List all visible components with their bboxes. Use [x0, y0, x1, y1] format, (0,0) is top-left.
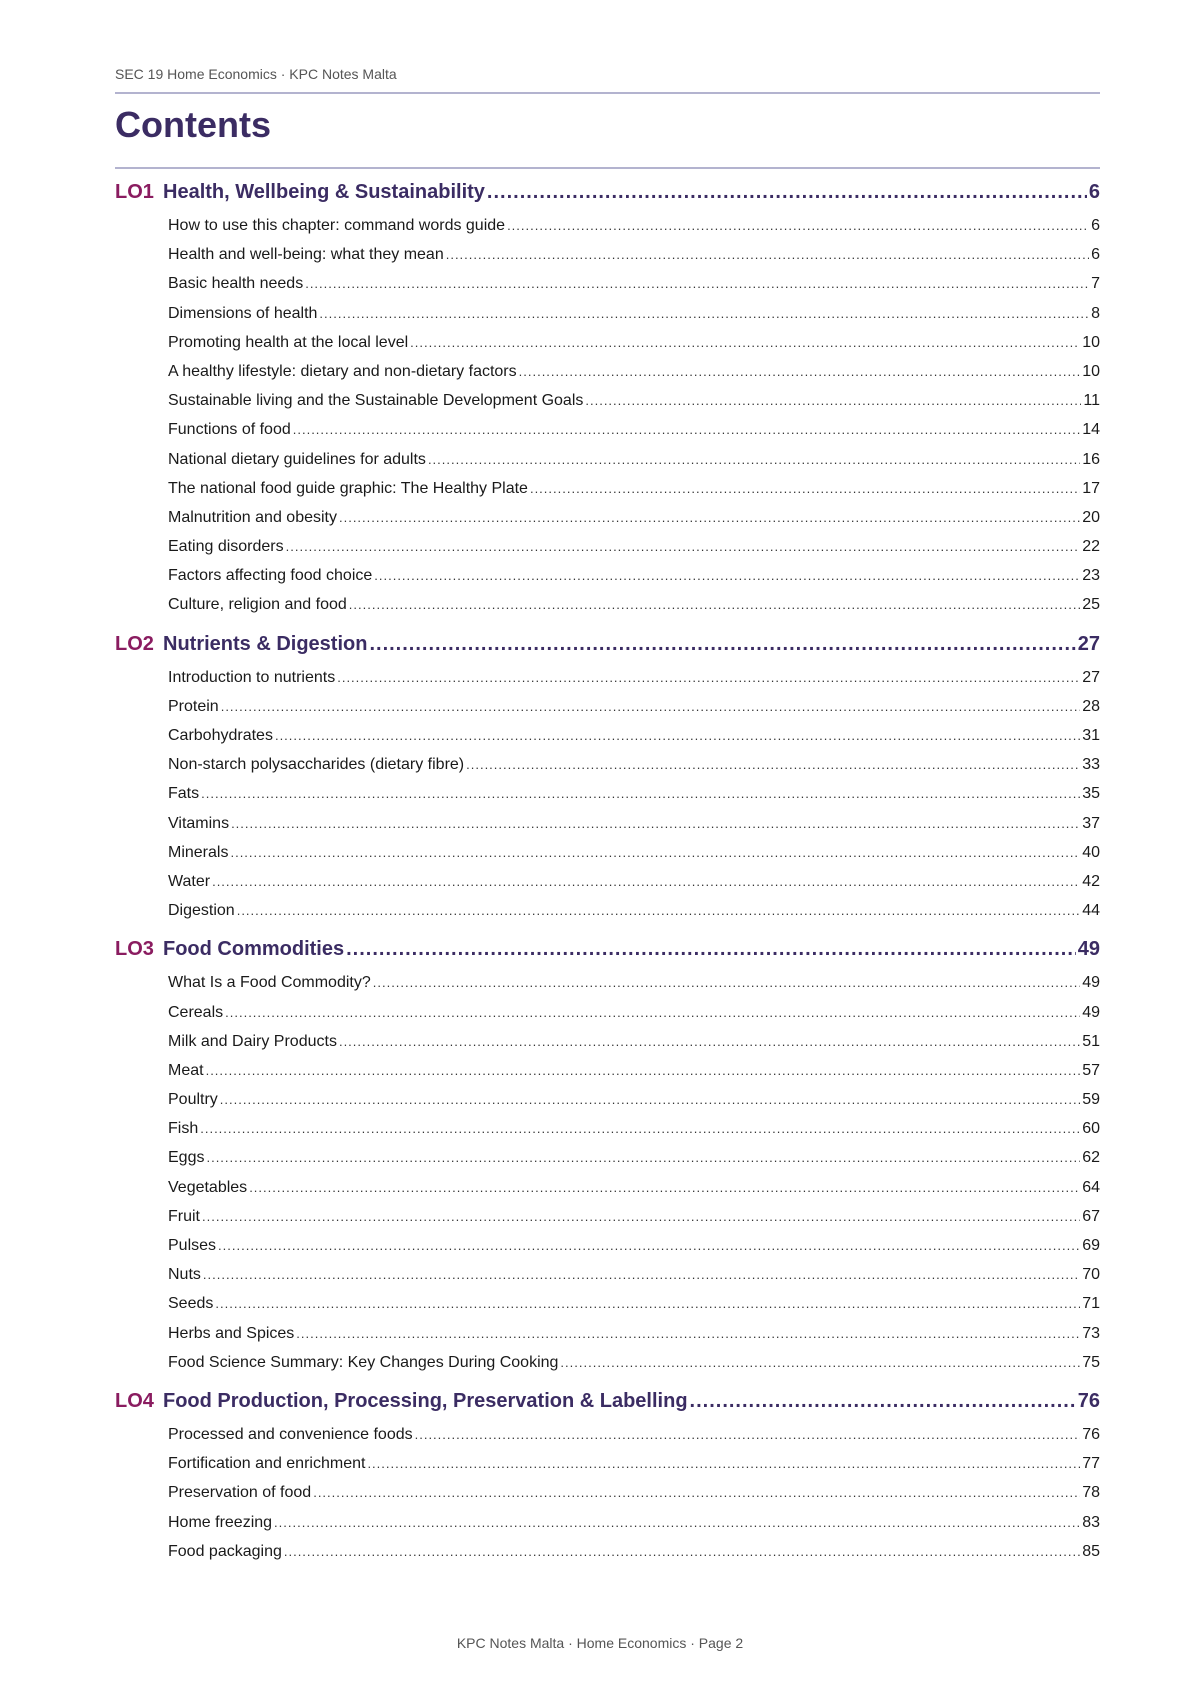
entry-page-number: 49: [1082, 1003, 1100, 1021]
entry-title: Meat: [168, 1061, 204, 1079]
entry-title: Vegetables: [168, 1178, 248, 1196]
entry-page-number: 31: [1082, 727, 1100, 744]
dot-leader: [200, 1121, 1080, 1136]
entry-page-number: 42: [1082, 872, 1100, 890]
entry-page-number: 37: [1082, 814, 1100, 832]
page-footer: KPC Notes Malta · Home Economics · Page 2: [456, 1635, 744, 1651]
toc-entry-link[interactable]: [115, 334, 1100, 363]
entry-page-number: 17: [1082, 479, 1100, 497]
entry-title: Fortification and enrichment: [168, 1455, 366, 1473]
entry-page-number: 77: [1082, 1455, 1100, 1473]
dot-leader: [284, 1544, 1080, 1559]
entry-title: Fish: [168, 1120, 199, 1138]
toc-entry-link[interactable]: [115, 1455, 1100, 1484]
dot-leader: [585, 393, 1081, 408]
toc-entry-link[interactable]: [115, 1325, 1100, 1354]
toc-entry-link[interactable]: [115, 727, 1100, 756]
entry-page-number: 25: [1082, 596, 1100, 614]
entry-page-number: 22: [1082, 538, 1100, 556]
dot-leader: [373, 975, 1080, 990]
toc-entry-link[interactable]: [115, 567, 1100, 596]
dot-leader: [319, 306, 1089, 321]
entry-title: National dietary guidelines for adults: [168, 450, 426, 468]
dot-leader: [374, 568, 1080, 583]
toc-entry-link[interactable]: [115, 1484, 1100, 1513]
dot-leader: [231, 816, 1080, 831]
toc-entry-link[interactable]: [115, 392, 1100, 421]
entry-title: Basic health needs: [168, 275, 304, 293]
toc-entry-link[interactable]: [115, 1091, 1100, 1120]
dot-leader: [225, 1005, 1080, 1020]
chapter-code: LO4: [115, 1389, 154, 1412]
chapter-page-number: 49: [1077, 938, 1100, 961]
entry-page-number: 6: [1091, 246, 1100, 264]
dot-leader: [201, 786, 1080, 801]
dot-leader: [237, 903, 1081, 918]
toc-entry-link[interactable]: [115, 873, 1100, 902]
chapter-code: LO3: [115, 938, 154, 961]
dot-leader: [337, 670, 1080, 685]
toc-entry-link[interactable]: [115, 1543, 1100, 1572]
entry-page-number: 85: [1082, 1542, 1100, 1560]
toc-entry-link[interactable]: [115, 363, 1100, 392]
entry-title: Food packaging: [168, 1542, 282, 1560]
chapter-page-number: 27: [1077, 632, 1100, 655]
page-title: Contents: [115, 104, 271, 145]
entry-page-number: 44: [1082, 902, 1100, 920]
entry-title: Fruit: [168, 1207, 200, 1225]
entry-page-number: 6: [1091, 217, 1100, 234]
entry-title: Processed and convenience foods: [168, 1425, 413, 1443]
toc-entry-link[interactable]: [115, 1062, 1100, 1091]
entry-title: Water: [168, 872, 211, 890]
toc-entry-link[interactable]: [115, 669, 1100, 698]
entry-title: Cereals: [168, 1003, 224, 1021]
dot-leader: [313, 1485, 1080, 1500]
entry-page-number: 28: [1082, 697, 1100, 715]
dot-leader: [466, 757, 1080, 772]
table-of-contents: [115, 181, 1100, 1579]
title-divider: [115, 167, 1100, 169]
entry-title: Carbohydrates: [168, 727, 273, 744]
chapter-title: Health, Wellbeing & Sustainability: [163, 181, 485, 203]
entry-page-number: 8: [1091, 304, 1100, 322]
dot-leader: [293, 422, 1080, 437]
entry-title: Health and well-being: what they mean: [168, 246, 444, 264]
entry-page-number: 75: [1082, 1353, 1100, 1371]
running-header: SEC 19 Home Economics · KPC Notes Malta: [115, 66, 397, 82]
toc-entry-link[interactable]: [115, 538, 1100, 567]
toc-entry-link[interactable]: [115, 815, 1100, 844]
entry-title: Home freezing: [168, 1513, 273, 1531]
dot-leader: [428, 452, 1080, 467]
entry-page-number: 11: [1083, 392, 1100, 410]
entry-title: Herbs and Spices: [168, 1324, 295, 1342]
toc-entry-link[interactable]: [115, 421, 1100, 450]
dot-leader: [560, 1355, 1080, 1370]
entry-page-number: 57: [1082, 1061, 1100, 1079]
toc-entry-link[interactable]: [115, 902, 1100, 931]
entry-page-number: 35: [1082, 785, 1100, 803]
toc-entry-link[interactable]: [115, 1295, 1100, 1324]
toc-entry-link[interactable]: [115, 1149, 1100, 1178]
entry-title: Digestion: [168, 902, 235, 920]
dot-leader: [519, 364, 1081, 379]
entry-page-number: 27: [1082, 668, 1100, 686]
entry-title: Preservation of food: [168, 1484, 312, 1502]
dot-leader: [369, 633, 1075, 656]
dot-leader: [690, 1390, 1076, 1413]
toc-entry-link[interactable]: [115, 451, 1100, 480]
entry-title: Poultry: [168, 1091, 218, 1109]
entry-title: Malnutrition and obesity: [168, 508, 337, 526]
entry-title: Eggs: [168, 1149, 205, 1167]
chapter-title: Nutrients & Digestion: [163, 632, 368, 655]
toc-entry-link[interactable]: [115, 1514, 1100, 1543]
toc-entry-link[interactable]: [115, 1237, 1100, 1266]
toc-entry-link[interactable]: [115, 1179, 1100, 1208]
dot-leader: [349, 597, 1080, 612]
dot-leader: [212, 874, 1080, 889]
entry-page-number: 10: [1082, 333, 1100, 351]
entry-title: Fats: [168, 785, 200, 803]
chapter-code: LO1: [115, 181, 154, 203]
toc-entry-link[interactable]: [115, 596, 1100, 625]
entry-page-number: 64: [1082, 1178, 1100, 1196]
entry-title: Protein: [168, 697, 219, 715]
toc-entry-link[interactable]: [115, 1033, 1100, 1062]
entry-page-number: 49: [1082, 974, 1100, 992]
dot-leader: [339, 1034, 1080, 1049]
dot-leader: [339, 510, 1080, 525]
entry-page-number: 7: [1091, 275, 1100, 293]
dot-leader: [215, 1296, 1080, 1311]
entry-title: Seeds: [168, 1295, 214, 1313]
toc-section-lo3: [115, 938, 1100, 1383]
entry-title: Sustainable living and the Sustainable Development Goals: [168, 392, 584, 410]
entry-page-number: 78: [1082, 1484, 1100, 1502]
entry-page-number: 51: [1082, 1032, 1100, 1050]
entry-title: Non-starch polysaccharides (dietary fibre): [168, 756, 465, 774]
dot-leader: [367, 1456, 1080, 1471]
entry-title: Vitamins: [168, 814, 230, 832]
entry-title: Pulses: [168, 1237, 217, 1254]
chapter-title: Food Commodities: [163, 938, 345, 961]
toc-entry-link[interactable]: [115, 509, 1100, 538]
toc-entry-link[interactable]: [115, 785, 1100, 814]
entry-title: Minerals: [168, 843, 229, 861]
chapter-page-number: 6: [1088, 181, 1100, 203]
entry-title: Culture, religion and food: [168, 596, 347, 614]
toc-chapter-link[interactable]: [115, 181, 1100, 217]
entry-title: How to use this chapter: command words guide: [168, 217, 506, 234]
dot-leader: [507, 218, 1089, 233]
dot-leader: [286, 539, 1081, 554]
chapter-title: Food Production, Processing, Preservation & Labelling: [163, 1389, 688, 1412]
toc-entry-link[interactable]: [115, 217, 1100, 246]
entry-title: Promoting health at the local level: [168, 333, 409, 351]
entry-page-number: 69: [1082, 1237, 1100, 1254]
entry-title: Nuts: [168, 1266, 201, 1284]
toc-entry-link[interactable]: [115, 305, 1100, 334]
toc-entry-link[interactable]: [115, 974, 1100, 1003]
toc-chapter-link[interactable]: [115, 1390, 1100, 1426]
entry-title: Factors affecting food choice: [168, 567, 373, 585]
dot-leader: [487, 181, 1087, 204]
toc-entry-link[interactable]: [115, 1120, 1100, 1149]
dot-leader: [206, 1150, 1080, 1165]
entry-page-number: 60: [1082, 1120, 1100, 1138]
entry-title: A healthy lifestyle: dietary and non-dietary factors: [168, 362, 517, 380]
dot-leader: [230, 845, 1080, 860]
dot-leader: [446, 247, 1089, 262]
entry-page-number: 20: [1082, 508, 1100, 526]
toc-entry-link[interactable]: [115, 1004, 1100, 1033]
entry-page-number: 59: [1082, 1091, 1100, 1109]
toc-chapter-link[interactable]: [115, 938, 1100, 974]
entry-page-number: 33: [1082, 756, 1100, 774]
entry-title: Food Science Summary: Key Changes During Cooking: [168, 1353, 559, 1371]
toc-entry-link[interactable]: [115, 246, 1100, 275]
toc-entry-link[interactable]: [115, 698, 1100, 727]
entry-title: The national food guide graphic: The Healthy Plate: [168, 479, 528, 497]
entry-page-number: 71: [1082, 1295, 1100, 1313]
dot-leader: [274, 1515, 1080, 1530]
dot-leader: [202, 1209, 1080, 1224]
toc-section-lo1: [115, 181, 1100, 626]
dot-leader: [296, 1326, 1080, 1341]
entry-page-number: 23: [1082, 567, 1100, 585]
entry-page-number: 14: [1082, 421, 1100, 439]
entry-title: Introduction to nutrients: [168, 668, 336, 686]
entry-page-number: 62: [1082, 1149, 1100, 1167]
dot-leader: [530, 481, 1080, 496]
dot-leader: [415, 1427, 1081, 1442]
entry-page-number: 16: [1082, 450, 1100, 468]
toc-section-lo2: [115, 633, 1100, 932]
toc-entry-link[interactable]: [115, 1266, 1100, 1295]
toc-chapter-link[interactable]: [115, 633, 1100, 669]
dot-leader: [275, 728, 1080, 743]
dot-leader: [249, 1180, 1080, 1195]
entry-page-number: 10: [1082, 362, 1100, 380]
entry-page-number: 70: [1082, 1266, 1100, 1284]
entry-page-number: 67: [1082, 1207, 1100, 1225]
entry-page-number: 83: [1082, 1513, 1100, 1531]
toc-entry-link[interactable]: [115, 275, 1100, 304]
dot-leader: [346, 938, 1076, 961]
entry-title: Milk and Dairy Products: [168, 1032, 337, 1050]
toc-section-lo4: [115, 1390, 1100, 1572]
entry-page-number: 76: [1082, 1425, 1100, 1443]
dot-leader: [410, 335, 1080, 350]
chapter-code: LO2: [115, 632, 154, 655]
toc-entry-link[interactable]: [115, 1426, 1100, 1455]
entry-page-number: 73: [1082, 1324, 1100, 1342]
dot-leader: [206, 1063, 1081, 1078]
dot-leader: [203, 1267, 1080, 1282]
entry-title: Functions of food: [168, 421, 291, 439]
entry-title: Eating disorders: [168, 538, 284, 556]
entry-title: What Is a Food Commodity?: [168, 974, 371, 992]
header-divider: [115, 92, 1100, 94]
toc-entry-link[interactable]: [115, 844, 1100, 873]
toc-entry-link[interactable]: [115, 1354, 1100, 1383]
entry-title: Dimensions of health: [168, 304, 318, 322]
chapter-page-number: 76: [1077, 1389, 1100, 1412]
toc-entry-link[interactable]: [115, 480, 1100, 509]
toc-entry-link[interactable]: [115, 1208, 1100, 1237]
dot-leader: [305, 276, 1089, 291]
toc-entry-link[interactable]: [115, 756, 1100, 785]
dot-leader: [218, 1238, 1080, 1253]
dot-leader: [221, 699, 1081, 714]
entry-page-number: 40: [1082, 843, 1100, 861]
dot-leader: [220, 1092, 1080, 1107]
